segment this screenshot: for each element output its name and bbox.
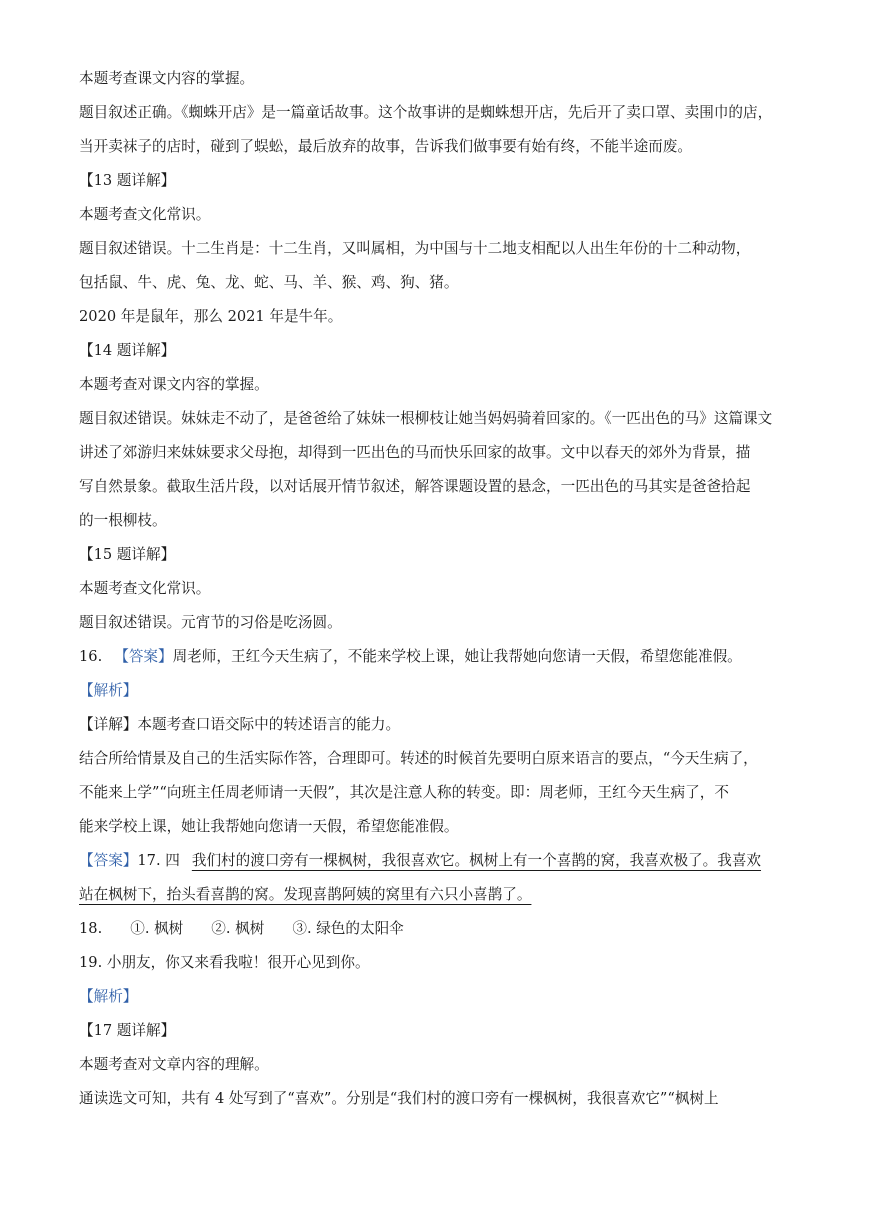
- answer-tag: 【答案】: [79, 852, 138, 869]
- text-line: 不能来上学”“向班主任周老师请一天假”，其次是注意人称的转变。即：周老师，王红今天生病了，不: [79, 784, 729, 801]
- underlined-answer: 我们村的渡口旁有一棵枫树，我很喜欢它。枫树上有一个喜鹊的窝，我喜欢极了。我喜欢: [191, 852, 762, 869]
- text-line: 本题考查对课文内容的掌握。: [79, 376, 269, 393]
- question-number: 18.: [79, 920, 103, 937]
- answer-16: [79, 640, 799, 674]
- underlined-answer: 站在枫树下，抬头看喜鹊的窝。发现喜鹊阿姨的窝里有六只小喜鹊了。: [79, 886, 532, 903]
- text-line: 通读选文可知，共有 4 处写到了“喜欢”。分别是“我们村的渡口旁有一棵枫树，我很喜欢它”“枫树上: [79, 1090, 719, 1107]
- answer-tag: 【答案】: [114, 648, 173, 665]
- text-line: 写自然景象。截取生活片段，以对话展开情节叙述，解答课题设置的悬念，一匹出色的马其实是爸爸拾起: [79, 478, 751, 495]
- document-page: [79, 62, 799, 1116]
- section-heading-13: 【13 题详解】: [79, 172, 176, 189]
- answer-18: [79, 912, 799, 946]
- text-line: 能来学校上课，她让我帮她向您请一天假，希望您能准假。: [79, 818, 459, 835]
- analysis-tag: 【解析】: [79, 988, 138, 1005]
- text-line: 题目叙述错误。十二生肖是：十二生肖，又叫属相，为中国与十二地支相配以人出生年份的十二种动物，: [79, 240, 751, 257]
- text-line: 本题考查文化常识。: [79, 206, 211, 223]
- answer-19: 19. 小朋友，你又来看我啦！很开心见到你。: [79, 954, 370, 971]
- text-line: [79, 878, 799, 912]
- section-heading-17: 【17 题详解】: [79, 1022, 176, 1039]
- answer-17: [79, 844, 799, 878]
- analysis-tag: 【解析】: [79, 682, 138, 699]
- answer-option-2: ②. 枫树: [211, 920, 265, 937]
- section-heading-15: 【15 题详解】: [79, 546, 176, 563]
- text-line: 本题考查课文内容的掌握。: [79, 70, 255, 87]
- text-line: 包括鼠、牛、虎、兔、龙、蛇、马、羊、猴、鸡、狗、猪。: [79, 274, 459, 291]
- question-number: 16.: [79, 648, 103, 665]
- text-line: 当开卖袜子的店时，碰到了蜈蚣，最后放弃的故事，告诉我们做事要有始有终，不能半途而废。: [79, 138, 692, 155]
- text-line: 的一根柳枝。: [79, 512, 167, 529]
- question-number: 17. 四: [137, 852, 180, 869]
- text-line: 【详解】本题考查口语交际中的转述语言的能力。: [79, 716, 401, 733]
- text-line: 题目叙述正确。《蜘蛛开店》是一篇童话故事。这个故事讲的是蜘蛛想开店，先后开了卖口罩、卖围巾的店，: [79, 104, 773, 121]
- answer-option-1: ①. 枫树: [130, 920, 184, 937]
- text-line: 2020 年是鼠年，那么 2021 年是牛年。: [79, 308, 343, 325]
- text-line: 结合所给情景及自己的生活实际作答，合理即可。转述的时候首先要明白原来语言的要点，“今天生病了，: [79, 750, 758, 767]
- section-heading-14: 【14 题详解】: [79, 342, 176, 359]
- answer-text: 周老师，王红今天生病了，不能来学校上课，她让我帮她向您请一天假，希望您能准假。: [172, 648, 742, 665]
- text-line: 题目叙述错误。妹妹走不动了，是爸爸给了妹妹一根柳枝让她当妈妈骑着回家的。《一匹出色的马》这篇课文: [79, 410, 773, 427]
- text-line: 本题考查文化常识。: [79, 580, 211, 597]
- text-line: 本题考查对文章内容的理解。: [79, 1056, 269, 1073]
- answer-option-3: ③. 绿色的太阳伞: [292, 920, 404, 937]
- text-line: 题目叙述错误。元宵节的习俗是吃汤圆。: [79, 614, 342, 631]
- text-line: 讲述了郊游归来妹妹要求父母抱，却得到一匹出色的马而快乐回家的故事。文中以春天的郊外为背景，描: [79, 444, 751, 461]
